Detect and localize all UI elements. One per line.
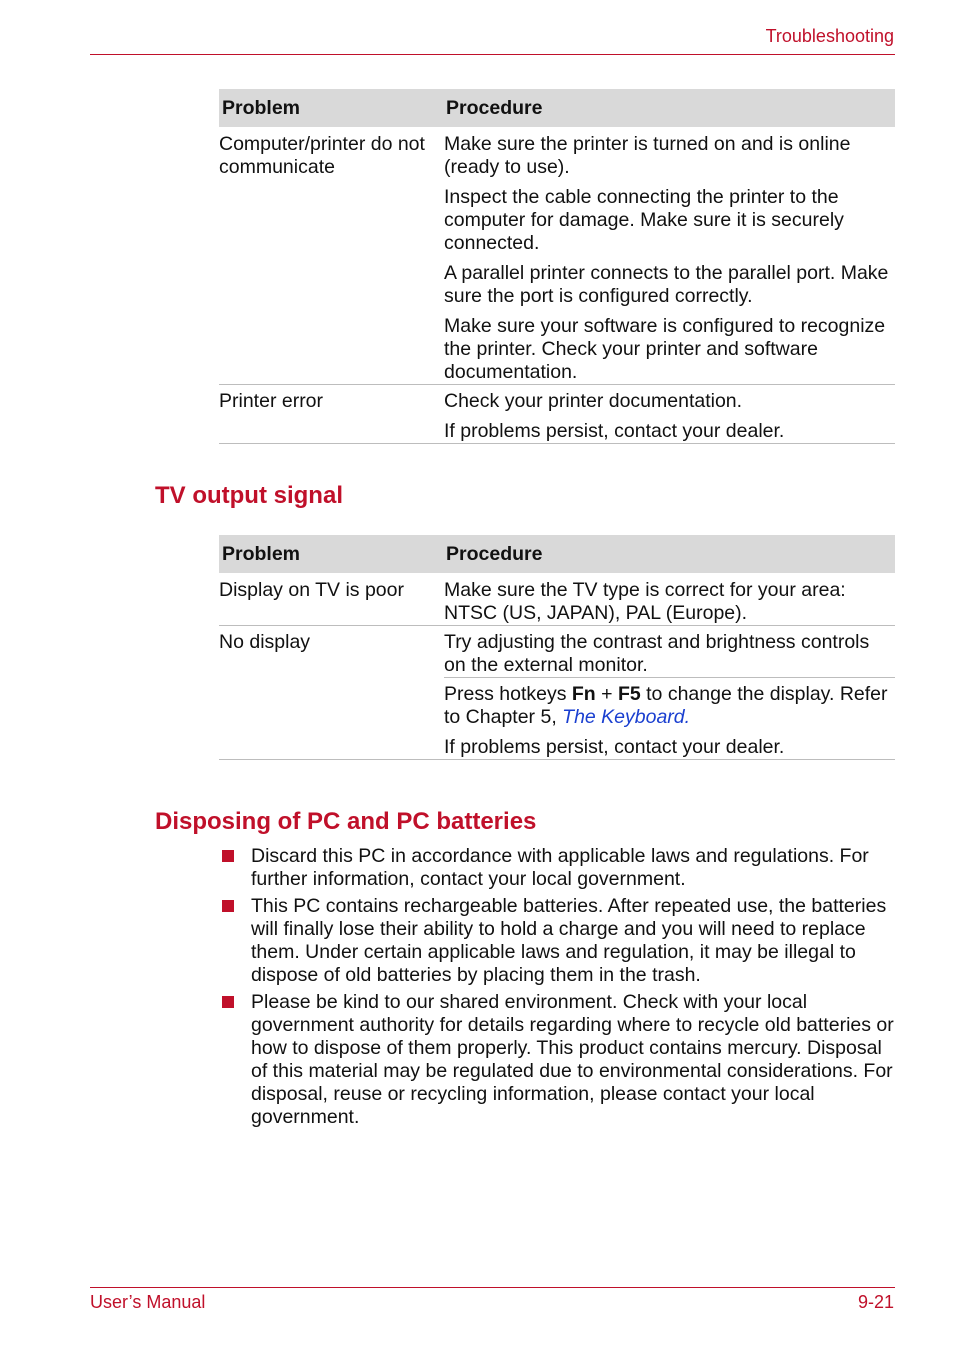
column-header-problem: Problem xyxy=(219,535,444,573)
running-header: Troubleshooting xyxy=(765,26,894,46)
procedure-text: Inspect the cable connecting the printer to the computer for damage. Make sure it is securely connected. xyxy=(444,186,844,254)
footer-manual-title: User’s Manual xyxy=(90,1292,206,1312)
table-row xyxy=(219,385,895,444)
printer-troubleshooting-table xyxy=(219,89,895,444)
keyboard-chapter-link[interactable]: The Keyboard xyxy=(562,706,685,728)
header-rule xyxy=(90,54,895,55)
hotkey-fn: Fn xyxy=(571,683,596,705)
procedure-cell xyxy=(444,127,895,385)
list-item: Please be kind to our shared environment. Check with your local government authority for details regarding where to recycle old batteries or how to dispose of them properly. This product contains mercury. Disposal of this material may be regulated due to environmental considerations. For disposal, reuse or recycling information, please contact your local government. xyxy=(219,991,895,1129)
footer-page-number: 9-21 xyxy=(857,1292,894,1312)
footer-rule xyxy=(90,1287,895,1288)
procedure-text-hotkey: Press hotkeys Fn + F5 to change the display. Refer to Chapter 5, The Keyboard. xyxy=(444,683,888,728)
procedure-text: Make sure the TV type is correct for your area: NTSC (US, JAPAN), PAL (Europe). xyxy=(444,579,846,624)
tv-output-table xyxy=(219,535,895,760)
square-bullet-icon xyxy=(222,850,234,862)
square-bullet-icon xyxy=(222,900,234,912)
procedure-text: Make sure the printer is turned on and is online (ready to use). xyxy=(444,133,851,178)
procedure-text: If problems persist, contact your dealer. xyxy=(444,736,785,758)
procedure-text: Make sure your software is configured to recognize the printer. Check your printer and software documentation. xyxy=(444,315,886,383)
column-header-problem: Problem xyxy=(219,89,444,127)
section-heading-tv-output: TV output signal xyxy=(155,482,343,509)
table-header-row xyxy=(219,89,895,127)
problem-cell: Display on TV is poor xyxy=(219,579,404,601)
list-item: This PC contains rechargeable batteries. After repeated use, the batteries will finally lose their ability to hold a charge and you will need to replace them. Under certain applicable laws and regulation, it may be illegal to dispose of old batteries by placing them in the trash. xyxy=(219,895,895,987)
list-item: Discard this PC in accordance with applicable laws and regulations. For further information, contact your local government. xyxy=(219,845,895,891)
section-heading-disposal: Disposing of PC and PC batteries xyxy=(155,808,537,835)
procedure-text: If problems persist, contact your dealer. xyxy=(444,420,785,442)
column-header-procedure: Procedure xyxy=(444,535,895,573)
procedure-text: Check your printer documentation. xyxy=(444,390,743,412)
problem-cell: Computer/printer do not communicate xyxy=(219,133,425,178)
procedure-cell xyxy=(444,385,895,444)
problem-cell: No display xyxy=(219,631,311,653)
column-header-procedure: Procedure xyxy=(444,89,895,127)
disposal-bullet-list xyxy=(219,845,895,1133)
procedure-text: A parallel printer connects to the parallel port. Make sure the port is configured correctly. xyxy=(444,262,889,307)
square-bullet-icon xyxy=(222,996,234,1008)
table-row xyxy=(219,573,895,626)
table-row xyxy=(219,127,895,385)
problem-cell: Printer error xyxy=(219,390,324,412)
table-row xyxy=(219,626,895,678)
table-header-row xyxy=(219,535,895,573)
procedure-text: Try adjusting the contrast and brightness controls on the external monitor. xyxy=(444,631,870,676)
hotkey-f5: F5 xyxy=(617,683,641,705)
